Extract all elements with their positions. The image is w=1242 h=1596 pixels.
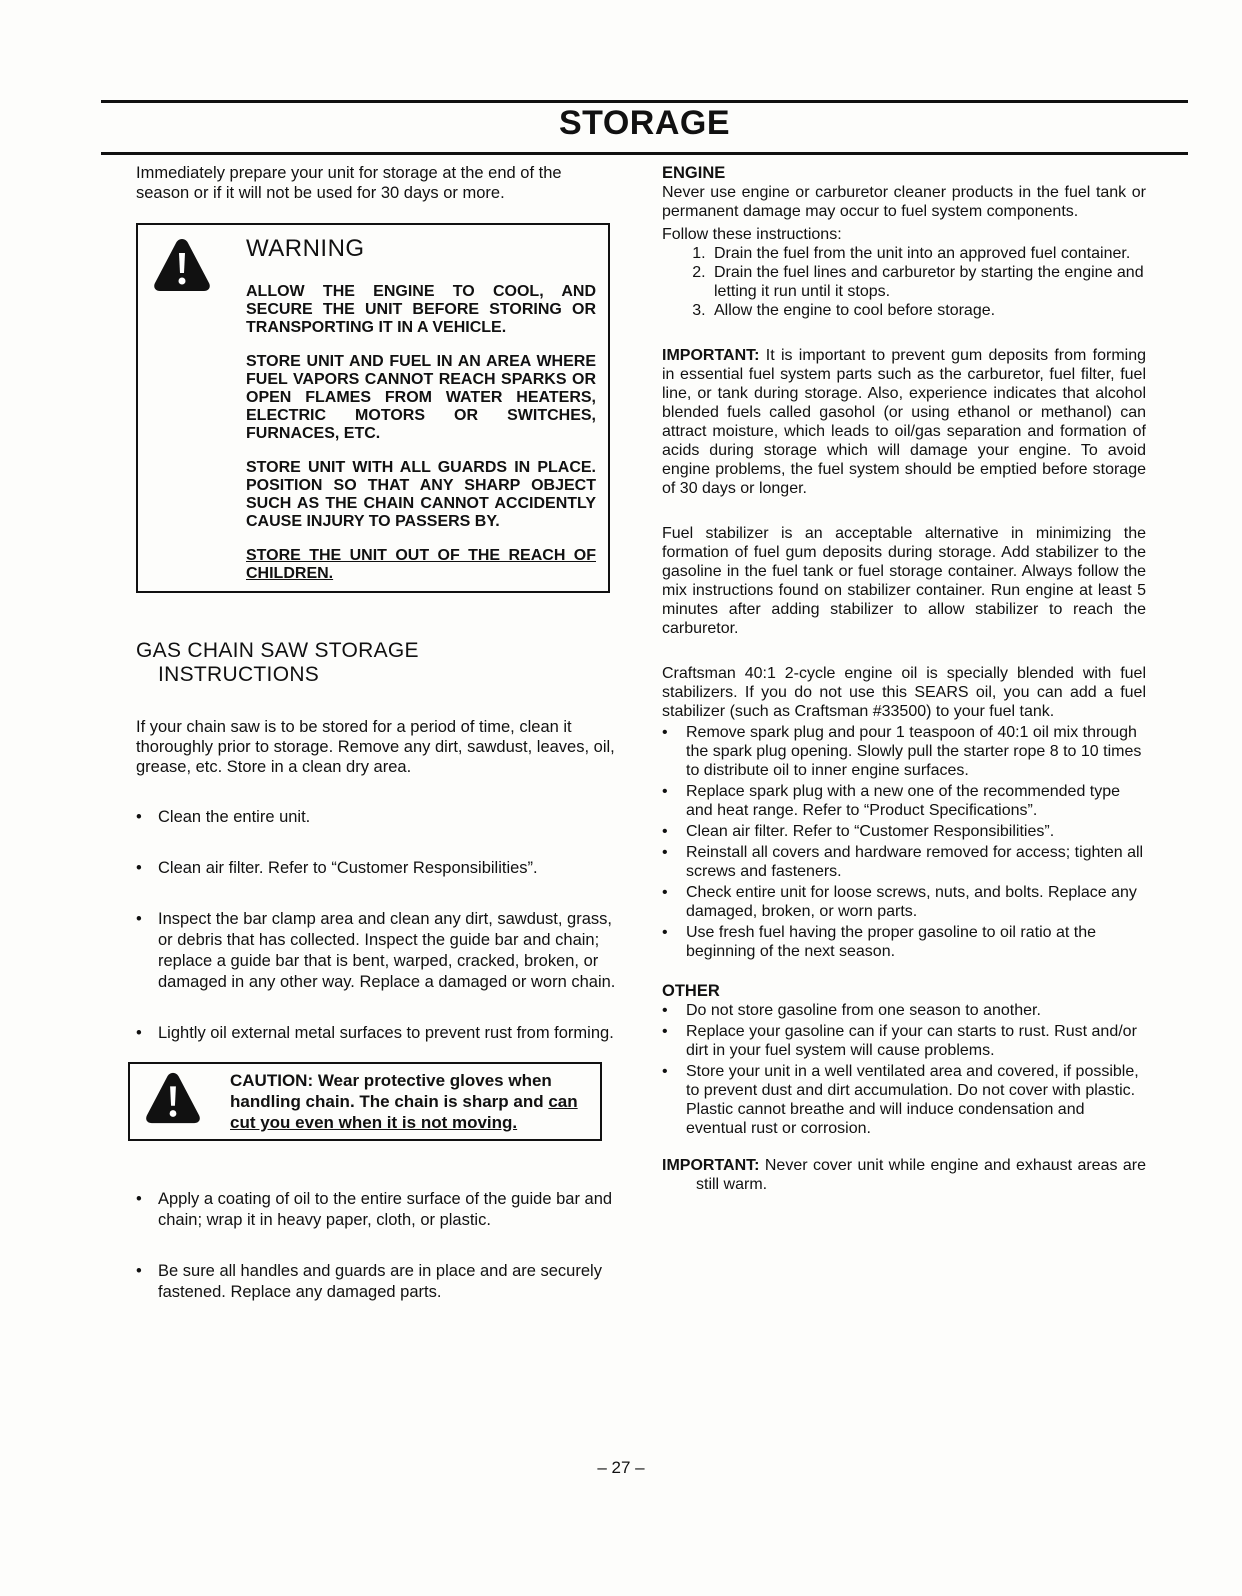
storage-bullet-list-after xyxy=(136,1189,616,1303)
list-item: • Store your unit in a well ventilated area and covered, if possible, to prevent dust and dirt accumulation. Do not cover with plastic. Plastic cannot breathe and will induce condensation and eventual rust or corrosion. xyxy=(662,1062,1146,1138)
follow-instructions: Follow these instructions: xyxy=(662,226,842,243)
engine-steps xyxy=(662,244,1146,320)
list-item: • Apply a coating of oil to the entire surface of the guide bar and chain; wrap it in heavy paper, cloth, or plastic. xyxy=(136,1189,616,1231)
right-column xyxy=(662,163,1146,1206)
step-item: 3. Allow the engine to cool before storage. xyxy=(710,301,1146,320)
list-item: • Replace spark plug with a new one of the recommended type and heat range. Refer to “Product Specifications”. xyxy=(662,782,1146,820)
engine-paragraph: Never use engine or carburetor cleaner products in the fuel tank or permanent damage may occur to fuel system components. xyxy=(662,184,1146,220)
step-item: 1. Drain the fuel from the unit into an approved fuel container. xyxy=(710,244,1146,263)
list-item: • Clean the entire unit. xyxy=(136,807,616,828)
caution-text-2: can cut you even when it is not moving. xyxy=(230,1092,578,1132)
craftsman-paragraph: Craftsman 40:1 2-cycle engine oil is specially blended with fuel stabilizers. If you do not use this SEARS oil, you can add a fuel stabilizer (such as Craftsman #33500) to your fuel tank. xyxy=(662,665,1146,720)
list-item: • Clean air filter. Refer to “Customer Responsibilities”. xyxy=(136,858,616,879)
list-item: • Reinstall all covers and hardware removed for access; tighten all screws and fasteners. xyxy=(662,843,1146,881)
warning-box xyxy=(136,223,610,593)
stabilizer-paragraph: Fuel stabilizer is an acceptable alternative in minimizing the formation of fuel gum deposits during storage. Add stabilizer to the gasoline in the fuel tank or fuel storage container. Always follow the mix instructions found on stabilizer container. Run engine at least 5 minutes after adding stabilizer to allow stabilizer to reach the carburetor. xyxy=(662,525,1146,637)
warning-paragraph: STORE UNIT WITH ALL GUARDS IN PLACE. POSITION SO THAT ANY SHARP OBJECT SUCH AS THE CHAIN CANNOT ACCIDENTLY CAUSE INJURY TO PASSERS BY. xyxy=(246,459,596,530)
list-item: • Inspect the bar clamp area and clean any dirt, sawdust, grass, or debris that has collected. Inspect the guide bar and chain; replace a guide bar that is bent, warped, cracked, broken, or damaged in any other way. Replace a damaged or worn chain. xyxy=(136,909,616,993)
warning-paragraph: STORE UNIT AND FUEL IN AN AREA WHERE FUEL VAPORS CANNOT REACH SPARKS OR OPEN FLAMES FROM WATER HEATERS, ELECTRIC MOTORS OR SWITCHES, FURNACES, ETC. xyxy=(246,353,596,442)
section-heading-line-1: GAS CHAIN SAW STORAGE xyxy=(136,639,419,662)
storage-bullet-list xyxy=(136,807,616,1044)
list-item: • Be sure all handles and guards are in place and are securely fastened. Replace any damaged parts. xyxy=(136,1261,616,1303)
important-label: IMPORTANT: xyxy=(662,347,760,364)
list-item: • Lightly oil external metal surfaces to prevent rust from forming. xyxy=(136,1023,616,1044)
caution-box xyxy=(128,1062,602,1141)
caution-text-1: CAUTION: Wear protective gloves when handling chain. The chain is sharp and xyxy=(230,1071,552,1111)
page-title: STORAGE xyxy=(558,104,730,142)
header-rule-top xyxy=(101,100,1188,103)
list-item: • Remove spark plug and pour 1 teaspoon of 40:1 oil mix through the spark plug opening. Slowly pull the starter rope 8 to 10 times to distribute oil to inner engine surfaces. xyxy=(662,723,1146,780)
warning-paragraph: ALLOW THE ENGINE TO COOL, AND SECURE THE UNIT BEFORE STORING OR TRANSPORTING IT IN A VEHICLE. xyxy=(246,283,596,336)
important-paragraph xyxy=(662,346,1146,498)
engine-bullet-list xyxy=(662,723,1146,961)
page-number: – 27 – xyxy=(597,1458,645,1477)
list-item: • Do not store gasoline from one season to another. xyxy=(662,1001,1146,1020)
engine-heading: ENGINE xyxy=(662,164,726,182)
important-text: It is important to prevent gum deposits from forming in essential fuel system parts such as the carburetor, fuel filter, fuel line, or tank during storage. Also, experience indicates that alcohol blended fuels called gasohol (or using ethanol or methanol) can attract moisture, which leads to oil/gas separation and formation of acids during storage which will damage your engine. To avoid engine problems, the fuel system should be emptied before storage of 30 days or longer. xyxy=(662,347,1146,497)
important-note xyxy=(662,1156,1146,1194)
warning-triangle-icon xyxy=(152,237,212,293)
section-heading-line-2: INSTRUCTIONS xyxy=(158,663,320,686)
intro-paragraph: Immediately prepare your unit for storage at the end of the season or if it will not be used for 30 days or more. xyxy=(136,164,562,202)
caution-text xyxy=(230,1070,588,1133)
other-heading: OTHER xyxy=(662,982,720,1000)
warning-paragraph: STORE THE UNIT OUT OF THE REACH OF CHILDREN. xyxy=(246,547,596,582)
list-item: • Use fresh fuel having the proper gasoline to oil ratio at the beginning of the next season. xyxy=(662,923,1146,961)
important-label-2: IMPORTANT: xyxy=(662,1157,760,1174)
caution-triangle-icon xyxy=(144,1070,202,1126)
list-item: • Clean air filter. Refer to “Customer Responsibilities”. xyxy=(662,822,1146,841)
left-column xyxy=(136,163,616,1303)
header-rule-bottom xyxy=(101,152,1188,155)
warning-title: WARNING xyxy=(246,235,365,262)
storage-paragraph: If your chain saw is to be stored for a period of time, clean it thoroughly prior to storage. Remove any dirt, sawdust, leaves, oil, grease, etc. Store in a clean dry area. xyxy=(136,718,615,776)
list-item: • Replace your gasoline can if your can starts to rust. Rust and/or dirt in your fuel system will cause problems. xyxy=(662,1022,1146,1060)
other-bullet-list xyxy=(662,1001,1146,1138)
step-item: 2. Drain the fuel lines and carburetor by starting the engine and letting it run until it stops. xyxy=(710,263,1146,301)
important-text-2: Never cover unit while engine and exhaust areas are still warm. xyxy=(696,1157,1146,1193)
list-item: • Check entire unit for loose screws, nuts, and bolts. Replace any damaged, broken, or worn parts. xyxy=(662,883,1146,921)
section-heading xyxy=(136,639,616,687)
